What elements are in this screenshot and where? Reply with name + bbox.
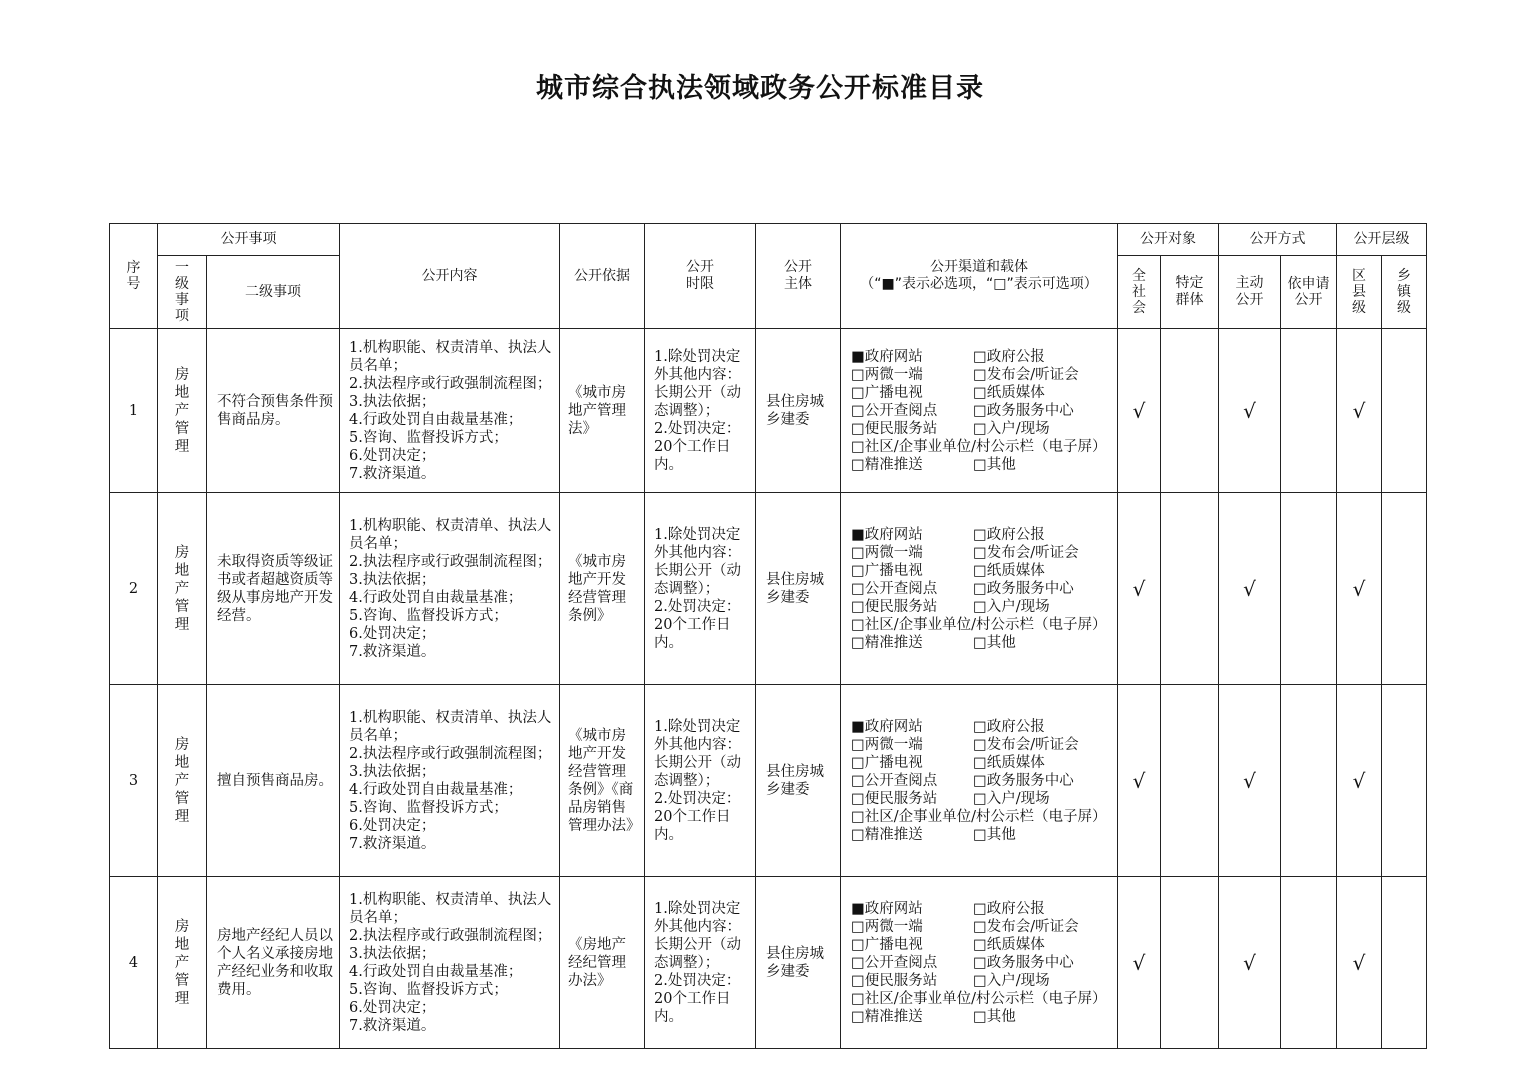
row-level1: 房地产管理 [158,877,207,1049]
header-seq: 序号 [110,224,158,329]
row-basis: 《城市房地产开发经营管理条例》《商品房销售管理办法》 [560,685,645,877]
row-level-town-check [1382,493,1427,685]
channel-door: □入户/现场 [973,598,1050,615]
channel-two-micro: □两微一端 [851,366,923,383]
row-seq: 2 [110,493,158,685]
row-subject: 县住房城乡建委 [756,685,841,877]
row-level2: 未取得资质等级证书或者超越资质等级从事房地产开发经营。 [207,493,340,685]
row-channels [841,877,1118,1049]
channel-other: □其他 [973,826,1016,843]
channel-service-center: □政务服务中心 [973,580,1074,597]
row-method-active-check: √ [1219,329,1281,493]
header-content: 公开内容 [340,224,560,329]
table-row [110,877,1427,1049]
row-level-county-check: √ [1337,329,1382,493]
header-channels: 公开渠道和载体 （“■”表示必选项，“□”表示可选项） [841,224,1118,329]
row-content: 1.机构职能、权责清单、执法人员名单； 2.执法程序或行政强制流程图； 3.执法依据； 4.行政处罚自由裁量基准； 5.咨询、监督投诉方式； 6.处罚决定； 7.救济渠道。 [340,493,560,685]
channel-print: □纸质媒体 [973,562,1045,579]
header-method-active: 主动 公开 [1219,256,1281,329]
row-level1: 房地产管理 [158,685,207,877]
channel-other: □其他 [973,634,1016,651]
channel-convenience: □便民服务站 [851,598,938,615]
header-level1: 一级事项 [158,256,207,329]
channel-two-micro: □两微一端 [851,544,923,561]
table-header [110,224,1427,329]
channel-gov-website: ■政府网站 [851,718,923,735]
channel-broadcast: □广播电视 [851,562,923,579]
channel-convenience: □便民服务站 [851,790,938,807]
channel-print: □纸质媒体 [973,754,1045,771]
row-audience-all-check: √ [1118,329,1161,493]
row-content: 1.机构职能、权责清单、执法人员名单； 2.执法程序或行政强制流程图； 3.执法依据； 4.行政处罚自由裁量基准； 5.咨询、监督投诉方式； 6.处罚决定； 7.救济渠道。 [340,877,560,1049]
row-content: 1.机构职能、权责清单、执法人员名单； 2.执法程序或行政强制流程图； 3.执法依据； 4.行政处罚自由裁量基准； 5.咨询、监督投诉方式； 6.处罚决定； 7.救济渠道。 [340,329,560,493]
table-body [110,329,1427,1049]
channel-gov-website: ■政府网站 [851,348,923,365]
channel-reading: □公开查阅点 [851,580,938,597]
channel-push: □精准推送 [851,634,923,651]
channel-two-micro: □两微一端 [851,918,923,935]
row-subject: 县住房城乡建委 [756,877,841,1049]
channel-bulletin: □社区/企事业单位/村公示栏（电子屏） [851,808,1107,825]
channel-push: □精准推送 [851,456,923,473]
header-items-group: 公开事项 [158,224,340,256]
row-level2: 不符合预售条件预售商品房。 [207,329,340,493]
channel-service-center: □政务服务中心 [973,402,1074,419]
channel-push: □精准推送 [851,1008,923,1025]
row-method-request-check [1281,329,1337,493]
row-time-limit: 1.除处罚决定外其他内容：长期公开（动态调整）； 2.处罚决定：20个工作日内。 [645,877,756,1049]
row-audience-specific-check [1161,685,1219,877]
row-basis: 《城市房地产管理法》 [560,329,645,493]
row-level1: 房地产管理 [158,329,207,493]
row-basis: 《房地产经纪管理办法》 [560,877,645,1049]
header-method-request: 依申请公开 [1281,256,1337,329]
channel-bulletin: □社区/企事业单位/村公示栏（电子屏） [851,438,1107,455]
row-level-town-check [1382,685,1427,877]
header-audience-group: 公开对象 [1118,224,1219,256]
header-basis: 公开依据 [560,224,645,329]
row-method-active-check: √ [1219,877,1281,1049]
channel-other: □其他 [973,1008,1016,1025]
row-audience-all-check: √ [1118,685,1161,877]
catalog-table [109,223,1427,1049]
row-method-active-check: √ [1219,493,1281,685]
channel-door: □入户/现场 [973,790,1050,807]
channel-door: □入户/现场 [973,972,1050,989]
row-level-town-check [1382,329,1427,493]
channel-gov-gazette: □政府公报 [973,526,1045,543]
row-basis: 《城市房地产开发经营管理条例》 [560,493,645,685]
channel-press: □发布会/听证会 [973,918,1079,935]
channel-broadcast: □广播电视 [851,384,923,401]
channel-convenience: □便民服务站 [851,972,938,989]
channel-other: □其他 [973,456,1016,473]
row-level1: 房地产管理 [158,493,207,685]
row-seq: 4 [110,877,158,1049]
table-row [110,329,1427,493]
channel-press: □发布会/听证会 [973,544,1079,561]
channel-gov-gazette: □政府公报 [973,718,1045,735]
row-channels [841,685,1118,877]
table-row [110,493,1427,685]
row-content: 1.机构职能、权责清单、执法人员名单； 2.执法程序或行政强制流程图； 3.执法依据； 4.行政处罚自由裁量基准； 5.咨询、监督投诉方式； 6.处罚决定； 7.救济渠道。 [340,685,560,877]
row-time-limit: 1.除处罚决定外其他内容：长期公开（动态调整）； 2.处罚决定：20个工作日内。 [645,329,756,493]
row-subject: 县住房城乡建委 [756,493,841,685]
channel-push: □精准推送 [851,826,923,843]
channel-gov-website: ■政府网站 [851,526,923,543]
channel-door: □入户/现场 [973,420,1050,437]
header-time-limit: 公开 时限 [645,224,756,329]
header-level-town: 乡镇级 [1382,256,1427,329]
row-level2: 擅自预售商品房。 [207,685,340,877]
channel-reading: □公开查阅点 [851,772,938,789]
channel-print: □纸质媒体 [973,936,1045,953]
row-level-county-check: √ [1337,685,1382,877]
row-time-limit: 1.除处罚决定外其他内容：长期公开（动态调整）； 2.处罚决定：20个工作日内。 [645,685,756,877]
row-level-county-check: √ [1337,493,1382,685]
channel-bulletin: □社区/企事业单位/村公示栏（电子屏） [851,990,1107,1007]
header-audience-specific: 特定 群体 [1161,256,1219,329]
channel-reading: □公开查阅点 [851,954,938,971]
channel-press: □发布会/听证会 [973,366,1079,383]
channel-print: □纸质媒体 [973,384,1045,401]
row-time-limit: 1.除处罚决定外其他内容：长期公开（动态调整）； 2.处罚决定：20个工作日内。 [645,493,756,685]
channel-two-micro: □两微一端 [851,736,923,753]
header-subject: 公开 主体 [756,224,841,329]
row-subject: 县住房城乡建委 [756,329,841,493]
row-method-active-check: √ [1219,685,1281,877]
row-level-town-check [1382,877,1427,1049]
row-seq: 1 [110,329,158,493]
row-method-request-check [1281,685,1337,877]
row-audience-specific-check [1161,329,1219,493]
row-channels [841,493,1118,685]
channel-gov-gazette: □政府公报 [973,900,1045,917]
channel-convenience: □便民服务站 [851,420,938,437]
row-level2: 房地产经纪人员以个人名义承接房地产经纪业务和收取费用。 [207,877,340,1049]
page-title: 城市综合执法领域政务公开标准目录 [536,73,984,104]
channel-reading: □公开查阅点 [851,402,938,419]
channel-broadcast: □广播电视 [851,754,923,771]
row-channels [841,329,1118,493]
channel-service-center: □政务服务中心 [973,772,1074,789]
row-method-request-check [1281,493,1337,685]
channel-gov-gazette: □政府公报 [973,348,1045,365]
row-audience-all-check: √ [1118,877,1161,1049]
row-audience-specific-check [1161,493,1219,685]
channel-gov-website: ■政府网站 [851,900,923,917]
row-level-county-check: √ [1337,877,1382,1049]
header-audience-all: 全社会 [1118,256,1161,329]
row-seq: 3 [110,685,158,877]
channel-bulletin: □社区/企事业单位/村公示栏（电子屏） [851,616,1107,633]
row-audience-all-check: √ [1118,493,1161,685]
table-row [110,685,1427,877]
header-level-group: 公开层级 [1337,224,1427,256]
header-level-county: 区县级 [1337,256,1382,329]
channel-broadcast: □广播电视 [851,936,923,953]
channel-press: □发布会/听证会 [973,736,1079,753]
row-audience-specific-check [1161,877,1219,1049]
header-level2: 二级事项 [207,256,340,329]
channel-service-center: □政务服务中心 [973,954,1074,971]
header-method-group: 公开方式 [1219,224,1337,256]
row-method-request-check [1281,877,1337,1049]
